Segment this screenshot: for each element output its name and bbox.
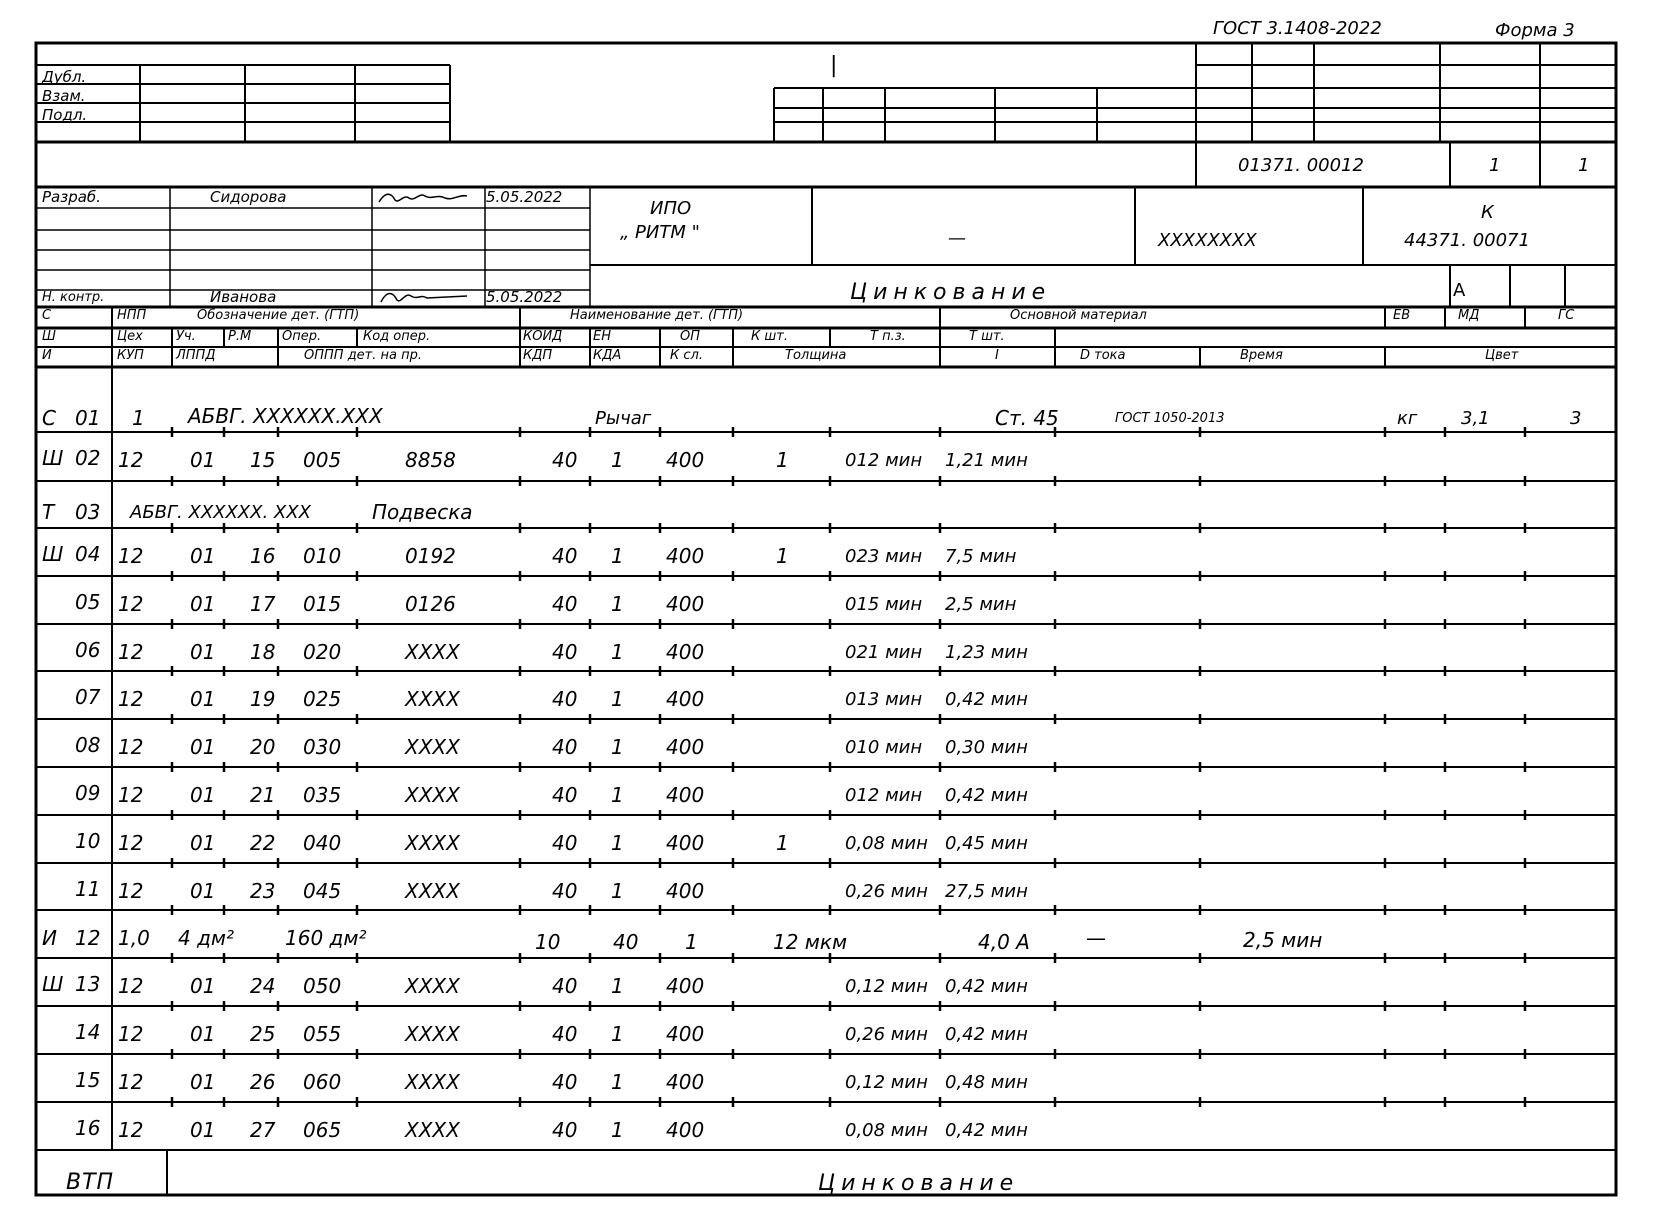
footer-label: ВТП xyxy=(66,1170,115,1195)
row-number: 14 xyxy=(75,1020,101,1044)
cell-koid: 40 xyxy=(552,1118,578,1142)
cell-op: 400 xyxy=(666,640,705,664)
cell-tseh: 12 xyxy=(118,831,144,855)
row-number: 08 xyxy=(75,733,101,757)
cell-uch: 01 xyxy=(190,640,216,664)
header-md: МД xyxy=(1458,308,1480,323)
cell-t-sht: 0,42 мин xyxy=(945,1024,1028,1045)
cell-t-pz: 021 мин xyxy=(845,642,923,663)
cell-uch: 01 xyxy=(190,879,216,903)
row-number: 12 xyxy=(75,926,101,950)
cell-oper: 030 xyxy=(303,735,342,759)
cell-t-sht: 0,45 мин xyxy=(945,833,1028,854)
cell-t-pz: 015 мин xyxy=(845,594,923,615)
form-number: Форма 3 xyxy=(1495,20,1575,41)
cell-koid: 40 xyxy=(552,592,578,616)
header-i: И xyxy=(42,348,52,363)
cell-uch: 01 xyxy=(190,1070,216,1094)
row-number: 04 xyxy=(75,542,101,566)
developer-signature xyxy=(375,188,475,208)
cell-koid: 40 xyxy=(552,640,578,664)
cell-rm: 22 xyxy=(250,831,276,855)
cell-t-sht: 0,42 мин xyxy=(945,785,1028,806)
cell-t-pz: 0,12 мин xyxy=(845,1072,928,1093)
cell-op-code: ХХХХ xyxy=(405,974,460,998)
cell-tseh: 12 xyxy=(118,1022,144,1046)
cell-gs: 3 xyxy=(1570,408,1582,429)
cell-rm: 23 xyxy=(250,879,276,903)
developer-date: 5.05.2022 xyxy=(486,188,563,206)
cell-rm: 19 xyxy=(250,687,276,711)
norm-control-label: Н. контр. xyxy=(42,290,105,305)
cell-t-sht: 0,42 мин xyxy=(945,976,1028,997)
header-t-pz: Т п.з. xyxy=(870,329,906,344)
header-k-sl: К сл. xyxy=(670,348,703,363)
cell-en: 1 xyxy=(611,879,624,903)
cell-rm: 25 xyxy=(250,1022,276,1046)
row-prefix: Ш xyxy=(42,972,64,996)
row-prefix: Ш xyxy=(42,542,64,566)
cell-uch: 01 xyxy=(190,1022,216,1046)
code-2: 44371. 00071 xyxy=(1404,230,1530,251)
header-designation: Обозначение дет. (ГТП) xyxy=(197,308,360,323)
header-current: I xyxy=(995,348,999,363)
cell-tseh: 12 xyxy=(118,974,144,998)
header-gs: ГС xyxy=(1558,308,1575,323)
standard-label: ГОСТ 3.1408-2022 xyxy=(1213,18,1382,39)
cell-en: 1 xyxy=(611,1118,624,1142)
cell-en: 1 xyxy=(611,735,624,759)
cell-material: Ст. 45 xyxy=(995,406,1059,430)
cell-k-sl: 1 xyxy=(685,930,698,954)
top-mark: | xyxy=(830,53,839,78)
cell-oper: 015 xyxy=(303,592,342,616)
organization-line2: „ РИТМ " xyxy=(620,222,700,243)
stamp-podl: Подл. xyxy=(42,106,88,124)
cell-koid: 40 xyxy=(552,448,578,472)
cell-koid: 40 xyxy=(552,783,578,807)
cell-rm: 17 xyxy=(250,592,276,616)
cell-t-pz: 012 мин xyxy=(845,785,923,806)
cell-uch: 01 xyxy=(190,544,216,568)
row-prefix: Т xyxy=(42,500,55,524)
cell-op-code: 0192 xyxy=(405,544,456,568)
header-name: Наименование дет. (ГТП) xyxy=(570,308,744,323)
row-number: 10 xyxy=(75,829,101,853)
cell-k-sht: 1 xyxy=(776,448,789,472)
developer-name: Сидорова xyxy=(210,188,287,206)
cell-fixture-designation: АБВГ. ХХХХХХ. ХХХ xyxy=(130,502,311,523)
cell-tseh: 12 xyxy=(118,1070,144,1094)
header-kup: КУП xyxy=(117,348,144,363)
cell-koid: 40 xyxy=(552,974,578,998)
row-number: 05 xyxy=(75,590,101,614)
cell-uch: 01 xyxy=(190,1118,216,1142)
cell-op: 400 xyxy=(666,592,705,616)
cell-md: 3,1 xyxy=(1461,408,1490,429)
cell-koid: 40 xyxy=(552,544,578,568)
norm-control-date: 5.05.2022 xyxy=(486,288,563,306)
header-ev: ЕВ xyxy=(1393,308,1411,323)
cell-t-sht: 27,5 мин xyxy=(945,881,1028,902)
cell-tseh: 12 xyxy=(118,783,144,807)
cell-tseh: 12 xyxy=(118,1118,144,1142)
cell-op-code: ХХХХ xyxy=(405,831,460,855)
organization-line1: ИПО xyxy=(650,198,692,219)
cell-en: 1 xyxy=(611,1022,624,1046)
cell-en: 1 xyxy=(611,687,624,711)
cell-npp: 1 xyxy=(132,406,145,430)
cell-oper: 035 xyxy=(303,783,342,807)
cell-t-pz: 0,12 мин xyxy=(845,976,928,997)
cell-kdp: 10 xyxy=(535,930,561,954)
cell-oper: 040 xyxy=(303,831,342,855)
row-number: 06 xyxy=(75,638,101,662)
cell-tseh: 12 xyxy=(118,687,144,711)
cell-uch: 01 xyxy=(190,831,216,855)
header-oppp: ОППП дет. на пр. xyxy=(304,348,422,363)
header-kdp: КДП xyxy=(523,348,553,363)
header-kda: КДА xyxy=(593,348,622,363)
cell-rm: 24 xyxy=(250,974,276,998)
cell-ev: кг xyxy=(1397,408,1418,429)
stamp-dubl: Дубл. xyxy=(42,68,87,86)
cell-lppd: 4 дм² xyxy=(178,926,235,950)
cell-op-code: 8858 xyxy=(405,448,456,472)
row-number: 16 xyxy=(75,1116,101,1140)
cell-rm: 27 xyxy=(250,1118,276,1142)
cell-en: 1 xyxy=(611,783,624,807)
cell-koid: 40 xyxy=(552,1070,578,1094)
cell-en: 1 xyxy=(611,1070,624,1094)
row-prefix: Ш xyxy=(42,446,64,470)
header-koid: КОИД xyxy=(523,329,563,344)
cell-uch: 01 xyxy=(190,448,216,472)
header-npp: НПП xyxy=(117,308,147,323)
cell-current: 4,0 А xyxy=(978,930,1030,954)
cell-t-sht: 1,23 мин xyxy=(945,642,1028,663)
cell-oper: 065 xyxy=(303,1118,342,1142)
cell-koid: 40 xyxy=(552,831,578,855)
cell-op: 400 xyxy=(666,735,705,759)
cell-op-code: ХХХХ xyxy=(405,879,460,903)
cell-kda: 40 xyxy=(613,930,639,954)
row-number: 11 xyxy=(75,877,101,901)
cell-tseh: 12 xyxy=(118,735,144,759)
cell-op: 400 xyxy=(666,879,705,903)
cell-oper: 025 xyxy=(303,687,342,711)
header-material: Основной материал xyxy=(1010,308,1147,323)
cell-thickness: 12 мкм xyxy=(773,930,848,954)
code-2-letter: К xyxy=(1481,202,1494,223)
cell-material-standard: ГОСТ 1050-2013 xyxy=(1115,411,1225,426)
cell-en: 1 xyxy=(611,640,624,664)
cell-op-code: ХХХХ xyxy=(405,1070,460,1094)
cell-koid: 40 xyxy=(552,1022,578,1046)
norm-control-signature xyxy=(375,288,475,308)
cell-op-code: 0126 xyxy=(405,592,456,616)
header-k-sht: К шт. xyxy=(751,329,788,344)
cell-rm: 16 xyxy=(250,544,276,568)
header-c: С xyxy=(42,308,52,323)
operation-title: Цинкование xyxy=(850,280,1052,305)
cell-oper: 005 xyxy=(303,448,342,472)
cell-op: 400 xyxy=(666,1118,705,1142)
cell-en: 1 xyxy=(611,974,624,998)
cell-op-code: ХХХХ xyxy=(405,687,460,711)
cell-op: 400 xyxy=(666,783,705,807)
cell-en: 1 xyxy=(611,544,624,568)
stamp-vzam: Взам. xyxy=(42,87,86,105)
header-rm: Р.М xyxy=(228,329,252,344)
cell-oper: 055 xyxy=(303,1022,342,1046)
row-number: 03 xyxy=(75,500,101,524)
cell-t-pz: 0,08 мин xyxy=(845,833,928,854)
cell-rm: 20 xyxy=(250,735,276,759)
cell-uch: 01 xyxy=(190,735,216,759)
cell-uch: 01 xyxy=(190,783,216,807)
header-tseh: Цех xyxy=(117,329,143,344)
cell-op: 400 xyxy=(666,448,705,472)
cell-en: 1 xyxy=(611,592,624,616)
cell-op: 400 xyxy=(666,544,705,568)
cell-koid: 40 xyxy=(552,687,578,711)
cell-t-pz: 013 мин xyxy=(845,689,923,710)
cell-t-pz: 0,08 мин xyxy=(845,1120,928,1141)
cell-kup: 1,0 xyxy=(118,926,150,950)
letter-a: А xyxy=(1453,280,1466,301)
cell-fixture-name: Подвеска xyxy=(372,500,473,524)
row-prefix: И xyxy=(42,926,57,950)
developer-label: Разраб. xyxy=(42,188,101,206)
sheet-count: 1 xyxy=(1578,155,1590,176)
header-sh: Ш xyxy=(42,329,56,344)
header-oper: Опер. xyxy=(282,329,322,344)
row-number: 07 xyxy=(75,685,101,709)
row-number: 13 xyxy=(75,972,101,996)
cell-uch: 01 xyxy=(190,592,216,616)
cell-d-current: — xyxy=(1086,926,1106,950)
cell-oppp: 160 дм² xyxy=(285,926,367,950)
cell-op: 400 xyxy=(666,687,705,711)
cell-rm: 26 xyxy=(250,1070,276,1094)
cell-uch: 01 xyxy=(190,974,216,998)
cell-tseh: 12 xyxy=(118,879,144,903)
cell-k-sht: 1 xyxy=(776,544,789,568)
row-number: 15 xyxy=(75,1068,101,1092)
cell-rm: 21 xyxy=(250,783,276,807)
cell-designation: АБВГ. ХХХХХХ.ХХХ xyxy=(188,404,383,428)
cell-t-sht: 7,5 мин xyxy=(945,546,1017,567)
cell-op: 400 xyxy=(666,1070,705,1094)
cell-op: 400 xyxy=(666,1022,705,1046)
cell-oper: 050 xyxy=(303,974,342,998)
cell-tseh: 12 xyxy=(118,640,144,664)
row-number: 09 xyxy=(75,781,101,805)
header-color: Цвет xyxy=(1485,348,1519,363)
cell-koid: 40 xyxy=(552,879,578,903)
cell-t-sht: 0,30 мин xyxy=(945,737,1028,758)
header-t-sht: Т шт. xyxy=(969,329,1005,344)
cell-oper: 020 xyxy=(303,640,342,664)
cell-op-code: ХХХХ xyxy=(405,640,460,664)
cell-oper: 010 xyxy=(303,544,342,568)
row-number: 01 xyxy=(75,406,101,430)
header-op: ОП xyxy=(680,329,701,344)
cell-tseh: 12 xyxy=(118,592,144,616)
cell-t-sht: 1,21 мин xyxy=(945,450,1028,471)
cell-part-name: Рычаг xyxy=(595,408,652,429)
cell-op: 400 xyxy=(666,831,705,855)
cell-k-sht: 1 xyxy=(776,831,789,855)
cell-time: 2,5 мин xyxy=(1243,928,1323,952)
header-thickness: Толщина xyxy=(785,348,847,363)
cell-t-pz: 010 мин xyxy=(845,737,923,758)
cell-op: 400 xyxy=(666,974,705,998)
cell-rm: 15 xyxy=(250,448,276,472)
cell-t-sht: 2,5 мин xyxy=(945,594,1017,615)
cell-en: 1 xyxy=(611,448,624,472)
cell-tseh: 12 xyxy=(118,448,144,472)
header-lppd: ЛППД xyxy=(176,348,216,363)
code-1: ХХХХХХХХ xyxy=(1158,230,1257,251)
header-uch: Уч. xyxy=(176,329,196,344)
title-dash: — xyxy=(948,228,966,249)
cell-tseh: 12 xyxy=(118,544,144,568)
footer-text: Цинкование xyxy=(818,1171,1020,1196)
row-number: 02 xyxy=(75,446,101,470)
header-time: Время xyxy=(1240,348,1283,363)
cell-t-pz: 012 мин xyxy=(845,450,923,471)
header-en: ЕН xyxy=(593,329,611,344)
cell-koid: 40 xyxy=(552,735,578,759)
cell-op-code: ХХХХ xyxy=(405,1118,460,1142)
cell-t-pz: 0,26 мин xyxy=(845,881,928,902)
cell-t-pz: 0,26 мин xyxy=(845,1024,928,1045)
cell-op-code: ХХХХ xyxy=(405,735,460,759)
cell-t-sht: 0,42 мин xyxy=(945,689,1028,710)
cell-op-code: ХХХХ xyxy=(405,1022,460,1046)
cell-oper: 045 xyxy=(303,879,342,903)
sheet-number: 1 xyxy=(1489,155,1501,176)
cell-t-sht: 0,48 мин xyxy=(945,1072,1028,1093)
cell-oper: 060 xyxy=(303,1070,342,1094)
header-d-current: D тока xyxy=(1080,348,1126,363)
norm-control-name: Иванова xyxy=(210,288,277,306)
cell-t-pz: 023 мин xyxy=(845,546,923,567)
row-prefix: С xyxy=(42,406,56,430)
header-op-code: Код опер. xyxy=(363,329,431,344)
cell-uch: 01 xyxy=(190,687,216,711)
cell-op-code: ХХХХ xyxy=(405,783,460,807)
doc-number: 01371. 00012 xyxy=(1238,155,1364,176)
cell-rm: 18 xyxy=(250,640,276,664)
cell-t-sht: 0,42 мин xyxy=(945,1120,1028,1141)
cell-en: 1 xyxy=(611,831,624,855)
